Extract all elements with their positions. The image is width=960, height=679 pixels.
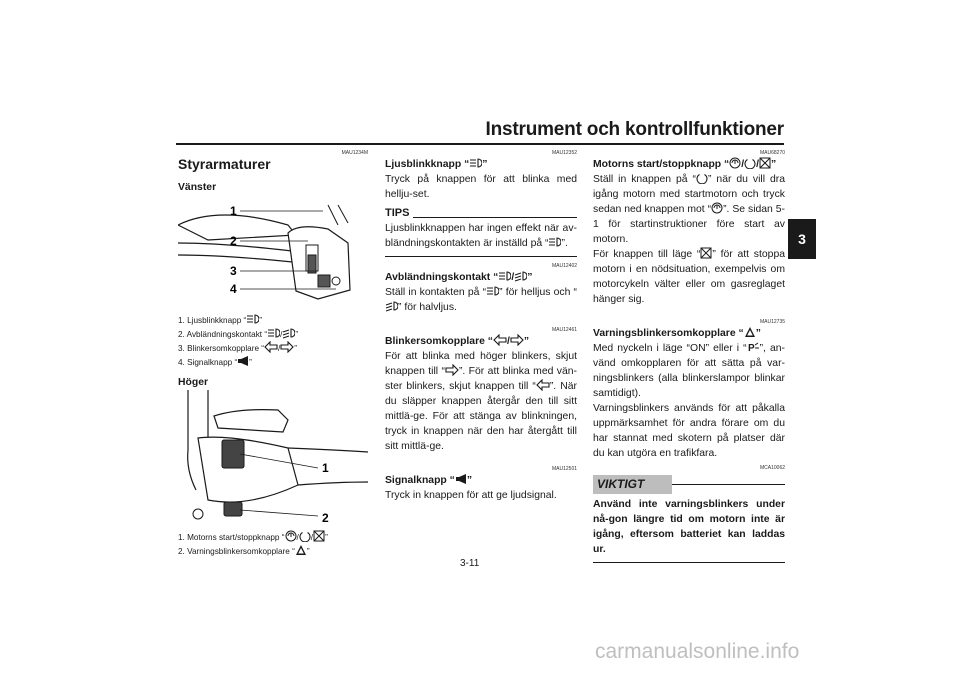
hazard-usage-text: Varningsblinkers används för att påkalla uppmärksamhet för andra förare om du har stannat med skotern på platser där du kan utgöra en trafikfara. (593, 403, 785, 459)
column-handlebar-switches (178, 150, 368, 558)
engine-run-icon (299, 530, 311, 542)
page-number: 3-11 (460, 558, 480, 569)
section-code: MAU12501 (551, 466, 577, 472)
high-beam-icon (548, 236, 561, 248)
engine-stop-icon (313, 530, 325, 542)
left-arrow-icon (536, 379, 550, 391)
turn-signal-title: Blinkersomkopplare “ / ” (385, 336, 530, 347)
high-beam-icon (246, 313, 259, 325)
notice-text: Använd inte varningsblinkers under nå-gon längre tid om motorn inte är igång, eftersom batteriet kan laddas ur. (593, 499, 785, 555)
start-stop-title: Motorns start/stoppknapp “ / / ” (593, 159, 777, 170)
hazard-switch-text: Med nyckeln i läge “ON” eller i “ ”, an-vänd omkopplaren för att sätta på var-ningsblinkers (alla blinkerslampor blinkar samtidigt). (593, 343, 785, 399)
tips-divider (385, 256, 577, 257)
left-caption-list (178, 313, 368, 369)
left-caption-4: 4. Signalknapp “ ” (178, 355, 368, 369)
right-arrow-icon (445, 364, 459, 376)
horn-switch-title: Signalknapp “ ” (385, 475, 473, 486)
hazard-triangle-icon (295, 544, 307, 556)
engine-stop-icon (700, 247, 712, 259)
engine-stop-icon (759, 157, 771, 169)
section-code: MAU1234M (341, 150, 368, 156)
right-arrow-icon (510, 334, 524, 346)
left-caption-3: 3. Blinkersomkopplare “ / ” (178, 341, 368, 355)
turn-signal-text: För att blinka med höger blinkers, skjut knappen till “ ”. För att blinka med vän-ster blinkers, skjut knappen till “ ”. När du släpper knappen återgår den till sitt mittlä-ge. För att stänga av blinkningen, tryck in knappen när den har återgått till sitt mittlä-ge. (385, 351, 577, 452)
left-handlebar-figure (178, 195, 368, 313)
left-callout-4: 4 (230, 282, 237, 296)
start-stop-emergency-text: För knappen till läge “ ” för att stoppa motorn i en nödsituation, exempelvis om motorcykeln välter eller om gasreglaget hänger sig. (593, 249, 786, 305)
page-header-title: Instrument och kontrollfunktioner (485, 119, 784, 140)
parking-icon (747, 341, 760, 353)
right-caption-list (178, 530, 368, 558)
notice-header (593, 475, 785, 494)
low-beam-icon (385, 300, 398, 312)
section-code: MAU12461 (551, 327, 577, 333)
section-title: Styrarmaturer (178, 156, 271, 172)
section-code: MAU12735 (759, 319, 785, 325)
tips-header (385, 206, 577, 221)
right-callout-1: 1 (322, 461, 329, 475)
horn-icon (237, 355, 249, 367)
right-caption-2: 2. Varningsblinkersomkopplare “ ” (178, 544, 368, 558)
horn-switch-text: Tryck in knappen för att ge ljudsignal. (385, 490, 557, 501)
engine-start-icon (285, 530, 297, 542)
notice-label: VIKTIGT (593, 475, 672, 494)
engine-start-icon (729, 157, 741, 169)
section-code: MAU68270 (759, 150, 785, 156)
notice-divider (593, 562, 785, 563)
pass-switch-title: Ljusblinkknapp “ ” (385, 159, 488, 170)
column-start-hazard (593, 150, 785, 563)
column-switch-descriptions (385, 150, 577, 503)
watermark: carmanualsonline.info (595, 640, 800, 663)
left-caption-2: 2. Avbländningskontakt “ / ” (178, 327, 368, 341)
engine-start-icon (711, 202, 723, 214)
left-caption-1: 1. Ljusblinkknapp “ ” (178, 313, 368, 327)
high-beam-icon (469, 157, 482, 169)
tips-text: Ljusblinkknappen har ingen effekt när av-bländningskontakten är inställd på “ ”. (385, 223, 577, 249)
left-callout-2: 2 (230, 234, 237, 248)
section-code: MCA10062 (759, 465, 785, 471)
header-rule (176, 143, 784, 145)
high-beam-icon (498, 270, 511, 282)
chapter-tab: 3 (788, 219, 816, 259)
hazard-switch-title: Varningsblinkersomkopplare “ ” (593, 328, 761, 339)
dimmer-switch-title: Avbländningskontakt “ / ” (385, 272, 533, 283)
pass-switch-text: Tryck på knappen för att blinka med hellju-set. (385, 174, 577, 200)
start-stop-text: Ställ in knappen på “ ” när du vill dra igång motorn med startmotorn och tryck sedan ned knappen mot “ ”. Se sidan 5-1 för startinstruktioner före start av motorn. (593, 174, 786, 245)
left-arrow-icon (493, 334, 507, 346)
right-callout-2: 2 (322, 511, 329, 525)
left-callout-1: 1 (230, 204, 237, 218)
dimmer-switch-text: Ställ in kontakten på “ ” för helljus och “” för halvljus. (385, 287, 577, 313)
horn-icon (455, 473, 467, 485)
high-beam-icon (486, 285, 499, 297)
left-arrow-icon (264, 341, 278, 353)
left-heading: Vänster (178, 182, 217, 193)
section-code: MAU12352 (551, 150, 577, 156)
low-beam-icon (514, 270, 527, 282)
high-beam-icon (267, 327, 280, 339)
right-arrow-icon (280, 341, 294, 353)
left-callout-3: 3 (230, 264, 237, 278)
right-handlebar-figure (178, 390, 368, 530)
right-heading: Höger (178, 377, 209, 388)
tips-label: TIPS (385, 207, 410, 219)
right-caption-1: 1. Motorns start/stoppknapp “ / / ” (178, 530, 368, 544)
engine-run-icon (744, 157, 756, 169)
engine-run-icon (696, 172, 708, 184)
hazard-triangle-icon (744, 326, 756, 338)
section-code: MAU12402 (551, 263, 577, 269)
low-beam-icon (282, 327, 295, 339)
